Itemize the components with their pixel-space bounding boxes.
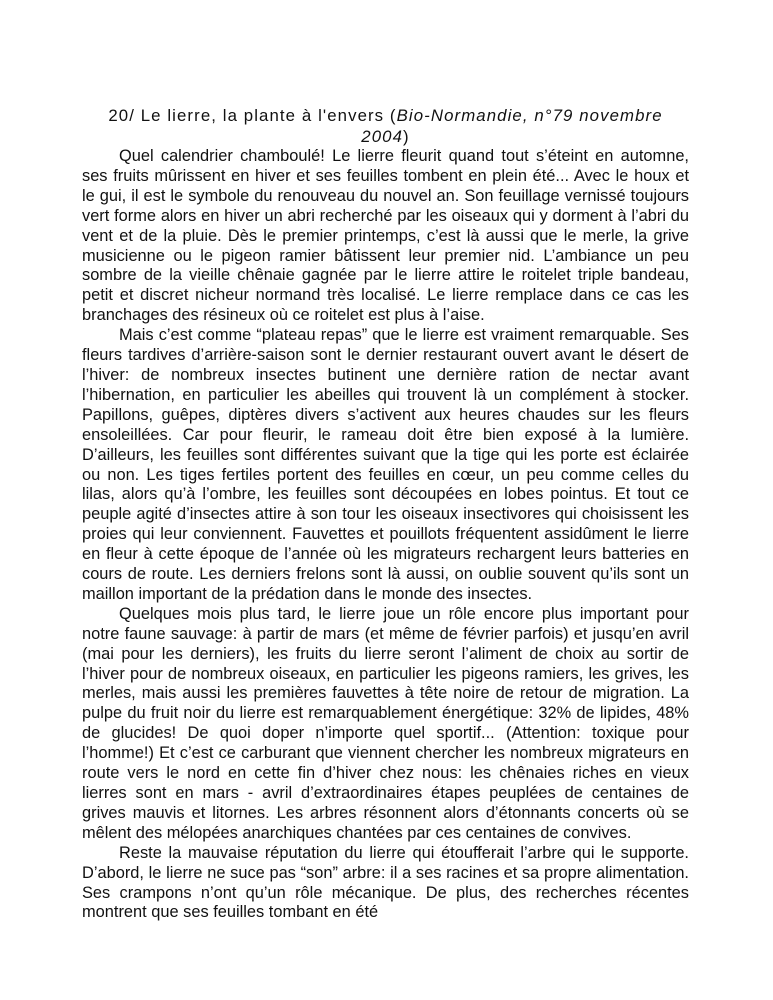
- title-text: 20/ Le lierre, la plante à l'envers (: [108, 106, 397, 125]
- paragraph-1: Quel calendrier chamboulé! Le lierre fleurit quand tout s’éteint en automne, ses fruits mûrissent en hiver et ses feuilles tombent en plein été... Avec le houx et le gui, il est le symbole du renouveau du nouvel an. Son feuillage vernissé toujours vert forme alors en hiver un abri recherché par les oiseaux qui y dorment à l’abri du vent et de la pluie. Dès le premier printemps, c’est là aussi que le merle, la grive musicienne ou le pigeon ramier bâtissent leur premier nid. L’ambiance un peu sombre de la vieille chênaie gagnée par le lierre attire le roitelet triple bandeau, petit et discret nicheur normand très localisé. Le lierre remplace dans ce cas les branchages des résineux où ce roitelet est plus à l’aise.: [82, 147, 689, 325]
- article-title: [82, 105, 689, 147]
- title-closing: ): [403, 127, 410, 146]
- document-page: [82, 105, 689, 923]
- paragraph-4: Reste la mauvaise réputation du lierre qui étoufferait l’arbre qui le supporte. D’abord, le lierre ne suce pas “son” arbre: il a ses racines et sa propre alimentation. Ses crampons n’ont qu’un rôle mécanique. De plus, des recherches récentes montrent que ses feuilles tombant en été: [82, 843, 689, 922]
- title-source: Bio-Normandie, n°79 novembre 2004: [361, 106, 663, 146]
- paragraph-3: Quelques mois plus tard, le lierre joue un rôle encore plus important pour notre faune sauvage: à partir de mars (et même de février parfois) et jusqu’en avril (mai pour les derniers), les fruits du lierre seront l’aliment de choix au sortir de l’hiver pour de nombreux oiseaux, en particulier les pigeons ramiers, les grives, les merles, mais aussi les premières fauvettes à tête noire de retour de migration. La pulpe du fruit noir du lierre est remarquablement énergétique: 32% de lipides, 48% de glucides! De quoi doper n’importe quel sportif... (Attention: toxique pour l’homme!) Et c’est ce carburant que viennent chercher les nombreux migrateurs en route vers le nord en cette fin d’hiver chez nous: les chênaies riches en vieux lierres sont en mars - avril d’extraordinaires étapes peuplées de centaines de grives mauvis et litornes. Les arbres résonnent alors d’étonnants concerts où se mêlent des mélopées anarchiques chantées par ces centaines de convives.: [82, 604, 689, 842]
- paragraph-2: Mais c’est comme “plateau repas” que le lierre est vraiment remarquable. Ses fleurs tardives d’arrière-saison sont le dernier restaurant ouvert avant le désert de l’hiver: de nombreux insectes butinent une dernière ration de nectar avant l’hibernation, en particulier les abeilles qui trouvent là un complément à stocker. Papillons, guêpes, diptères divers s’activent aux heures chaudes sur les fleurs ensoleillées. Car pour fleurir, le rameau doit être bien exposé à la lumière. D’ailleurs, les feuilles sont différentes suivant que la tige qui les porte est éclairée ou non. Les tiges fertiles portent des feuilles en cœur, un peu comme celles du lilas, alors qu’à l’ombre, les feuilles sont découpées en lobes pointus. Et tout ce peuple agité d’insectes attire à son tour les oiseaux insectivores qui choisissent les proies qui leur conviennent. Fauvettes et pouillots fréquentent assidûment le lierre en fleur à cette époque de l’année où les migrateurs rechargent leurs batteries en cours de route. Les derniers frelons sont là aussi, on oublie souvent qu’ils sont un maillon important de la prédation dans le monde des insectes.: [82, 326, 689, 603]
